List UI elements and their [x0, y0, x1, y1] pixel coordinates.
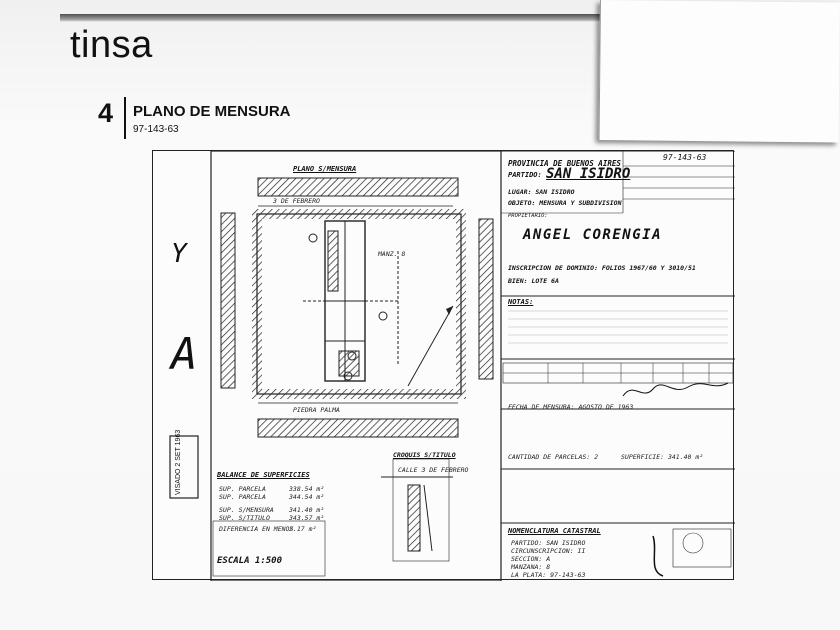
superficie: SUPERFICIE: 341.40 m²: [621, 453, 704, 461]
nomenclatura-row: LA PLATA: 97-143-63: [511, 571, 586, 579]
balance-label: SUP. S/MENSURA: [219, 506, 274, 514]
side-letter: A: [171, 329, 198, 380]
nomenclatura-title: NOMENCLATURA CATASTRAL: [508, 527, 601, 535]
balance-value: 2.17 m²: [289, 525, 317, 533]
balance-value: 341.40 m²: [289, 506, 325, 514]
overlapping-paper: [599, 0, 840, 143]
section-title: PLANO DE MENSURA: [133, 103, 291, 120]
croquis-title: CROQUIS S/TITULO: [393, 451, 456, 459]
propietario-label: PROPIETARIO:: [508, 213, 548, 219]
survey-plan-sheet: [152, 150, 734, 580]
approval-stamp: VISADO 2 SET 1963: [175, 429, 182, 495]
balance-label: SUP. S/TITULO: [219, 514, 270, 522]
croquis-street: CALLE 3 DE FEBRERO: [398, 466, 469, 474]
balance-value: 343.57 m²: [289, 514, 325, 522]
partido-value: SAN ISIDRO: [546, 166, 631, 182]
section-number: 4: [98, 98, 114, 128]
notas-label: NOTAS:: [508, 298, 534, 306]
plan-heading: PLANO S/MENSURA: [293, 165, 357, 173]
section-code: 97-143-63: [133, 124, 179, 135]
nomenclatura-row: SECCION: A: [511, 555, 551, 563]
manzana-label: MANZ. 8: [378, 250, 406, 258]
balance-value: 338.54 m²: [289, 485, 325, 493]
partido-label: PARTIDO:: [508, 171, 542, 179]
street-top-label: 3 DE FEBRERO: [273, 197, 320, 205]
balance-label: SUP. PARCELA: [219, 485, 266, 493]
scan-edge-shadow: [60, 14, 620, 22]
cantidad-parcelas: CANTIDAD DE PARCELAS: 2: [508, 453, 599, 461]
nomenclatura-row: CIRCUNSCRIPCION: II: [511, 547, 586, 555]
fecha-mensura: FECHA DE MENSURA: AGOSTO DE 1963: [508, 403, 634, 411]
owner-name: ANGEL CORENGIA: [523, 227, 663, 243]
bien: BIEN: LOTE 6A: [508, 277, 559, 285]
nomenclatura-row: MANZANA: 8: [511, 563, 551, 571]
nomenclatura-row: PARTIDO: SAN ISIDRO: [511, 539, 586, 547]
balance-title: BALANCE DE SUPERFICIES: [217, 471, 310, 479]
lugar: LUGAR: SAN ISIDRO: [508, 188, 575, 196]
objeto: OBJETO: MENSURA Y SUBDIVISION: [508, 199, 622, 207]
balance-label: DIFERENCIA EN MENOS: [219, 525, 294, 533]
scale-label: ESCALA 1:500: [217, 556, 283, 566]
side-mark: Y: [171, 239, 187, 269]
tinsa-logo: tinsa: [70, 24, 153, 66]
section-divider: [124, 97, 126, 139]
province: PROVINCIA DE BUENOS AIRES: [508, 159, 621, 168]
balance-label: SUP. PARCELA: [219, 493, 266, 501]
street-bottom-label: PIEDRA PALMA: [293, 406, 340, 414]
balance-value: 344.54 m²: [289, 493, 325, 501]
inscripcion: INSCRIPCION DE DOMINIO: FOLIOS 1967/60 Y 3010/51: [508, 264, 696, 272]
sheet-number: 97-143-63: [663, 153, 707, 162]
